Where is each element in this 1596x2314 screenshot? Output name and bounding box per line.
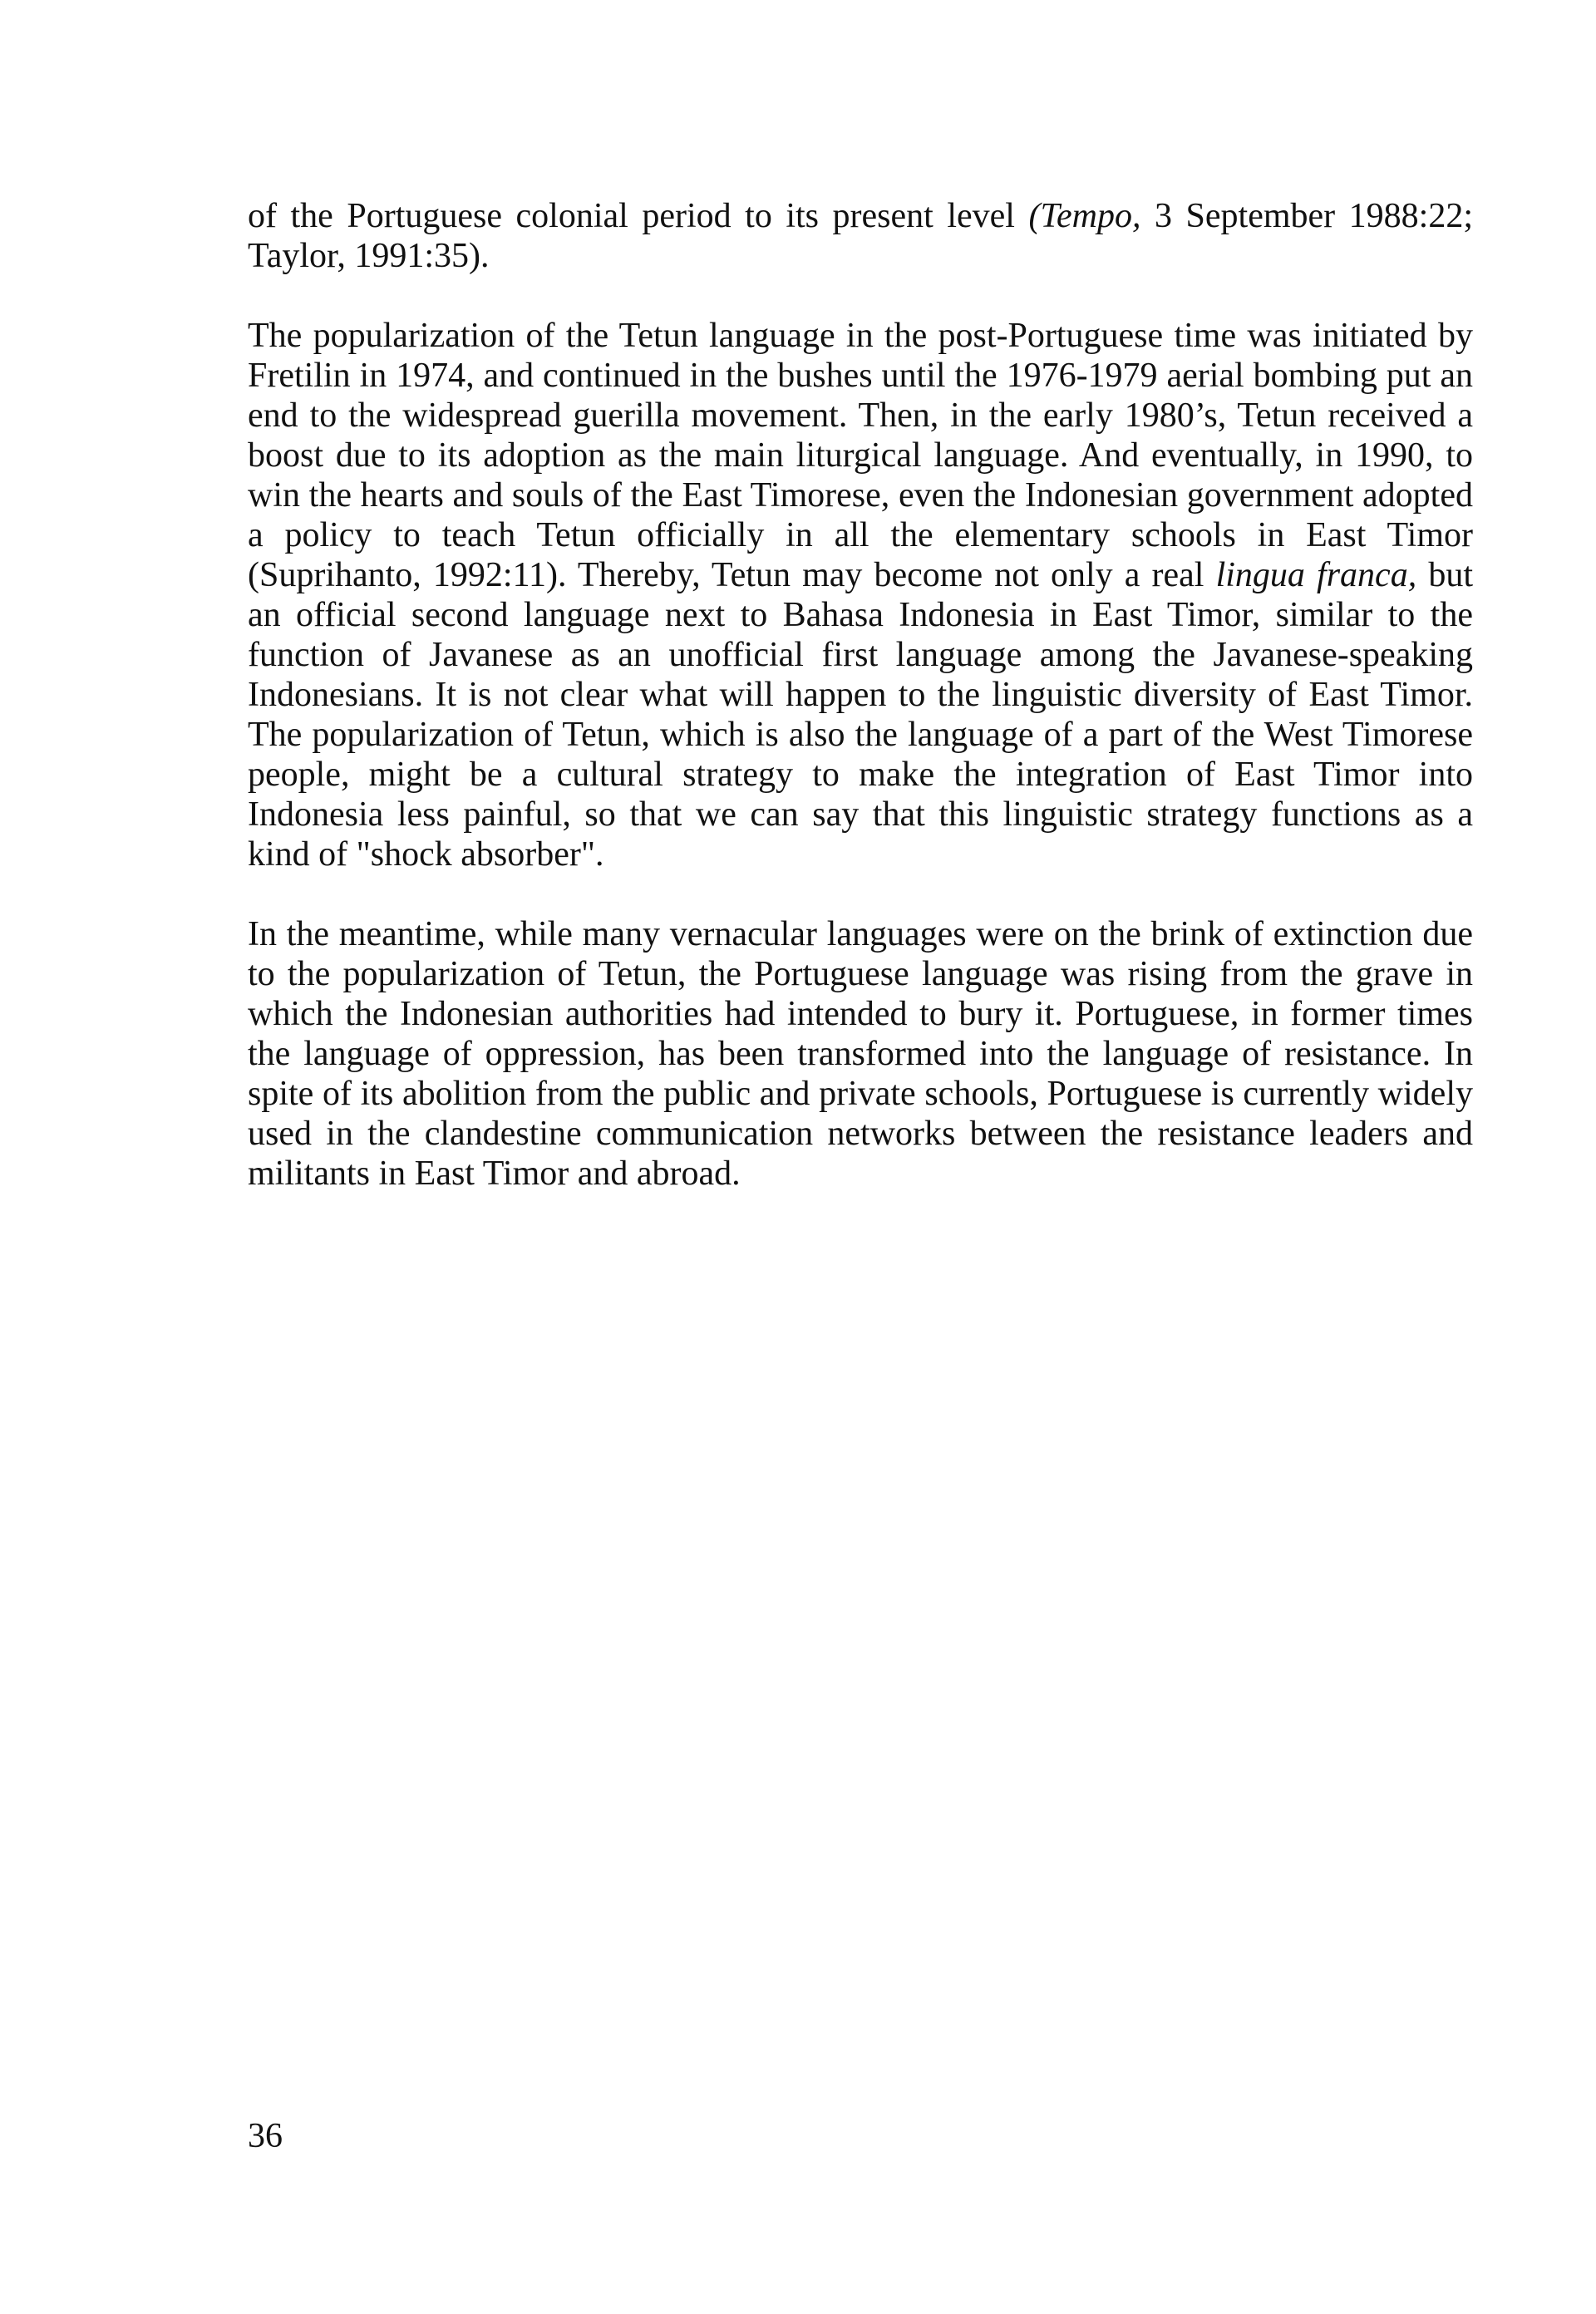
paragraph-3 bbox=[248, 914, 1473, 1194]
term-lingua-franca: lingua franca, bbox=[1215, 556, 1417, 594]
page-body bbox=[248, 196, 1473, 1194]
paragraph-1-text-end: 3 September 1988:22; Taylor, 1991:35). bbox=[248, 197, 1474, 275]
paragraph-3-text: In the meantime, while many vernacular languages were on the brink of extinction due to the popularization of Tetun, the Portuguese language was rising from the grave in which the Indonesian authorities had intended to bury it. Portuguese, in former times the language of oppression, has been transformed into the language of resistance. In spite of its abolition from the public and private schools, Portuguese is currently widely used in the clandestine communication networks between the resistance leaders and militants in East Timor and abroad. bbox=[248, 915, 1473, 1193]
paragraph-2 bbox=[248, 316, 1473, 874]
page-number: 36 bbox=[248, 2117, 283, 2155]
paragraph-1 bbox=[248, 196, 1473, 276]
citation-tempo: (Tempo, bbox=[1028, 197, 1141, 235]
paragraph-2-text: The popularization of the Tetun language in the post-Portuguese time was initiated by Fretilin in 1974, and continued in the bushes until the 1976-1979 aerial bombing put an end to the widespread guerilla movement. Then, in the early 1980’s, Tetun received a boost due to its adoption as the main liturgical language. And eventually, in 1990, to win the hearts and souls of the East Timorese, even the Indonesian government adopted a policy to teach Tetun officially in all the elementary schools in East Timor (Suprihanto, 1992:11). Thereby, Tetun may become not only a real bbox=[248, 317, 1473, 594]
paragraph-2-text-end: but an official second language next to Bahasa Indonesia in East Timor, similar to the function of Javanese as an unofficial first language among the Javanese-speaking Indonesians. It is not clear what will happen to the linguistic diversity of East Timor. The popularization of Tetun, which is also the language of a part of the West Timorese people, might be a cultural strategy to make the integration of East Timor into Indonesia less painful, so that we can say that this linguistic strategy functions as a kind of "shock absorber". bbox=[248, 556, 1473, 874]
paragraph-1-text: of the Portuguese colonial period to its present level bbox=[248, 197, 1029, 235]
